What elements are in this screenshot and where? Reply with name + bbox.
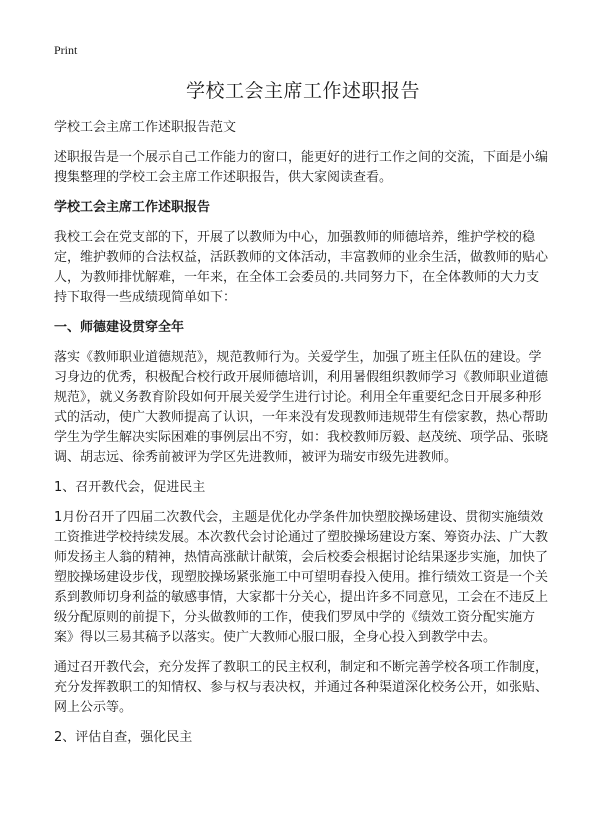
opening-paragraph: 我校工会在党支部的下，开展了以教师为中心，加强教师的师德培养，维护学校的稳定，维护教师的合法权益，活跃教师的文体活动，丰富教师的业余生活，做教师的贴心人，为教师排忧解难，一年来，在全体工会委员的.共同努力下，在全体教师的大力支持下取得一些成绩现简单如下： [54,230,549,305]
heading-teacher-ethics: 一、师德建设贯穿全年 [54,320,185,335]
congress-paragraph: 1月份召开了四届二次教代会，主题是优化办学条件加快塑胶操场建设、贯彻实施绩效工资推进学校持续发展。本次教代会讨论通过了塑胶操场建设方案、筹资办法、广大教师发扬主人翁的精神，热情高涨献计献策，会后校委会根据讨论结果逐步实施，加快了塑胶操场建设步伐，现塑胶操场紧张施工中可望明春投入使用。推行绩效工资是一个关系到教师切身利益的敏感事情，大家都十分关心，提出许多不同意见，工会在不违反上级分配原则的前提下，分头做教师的工作，使我们罗凤中学的《绩效工资分配实施方案》得以三易其稿予以落实。使广大教师心服口服，全身心投入到教学中去。 [54,510,549,645]
document-subtitle: 学校工会主席工作述职报告范文 [54,120,237,135]
democracy-paragraph: 通过召开教代会，充分发挥了教职工的民主权利，制定和不断完善学校各项工作制度，充分发挥教职工的知情权、参与权与表决权，并通过各种渠道深化校务公开，如张贴、网上公示等。 [54,660,549,715]
subheading-evaluation: 2、评估自查，强化民主 [54,730,193,745]
section-heading: 学校工会主席工作述职报告 [54,200,211,215]
subheading-congress: 1、召开教代会，促进民主 [54,480,206,495]
ethics-paragraph: 落实《教师职业道德规范》，规范教师行为。关爱学生，加强了班主任队伍的建设。学习身边的优秀，积极配合校行政开展师德培训，利用暑假组织教师学习《教师职业道德规范》，就义务教育阶段如何开展关爱学生进行讨论。利用全年重要纪念日开展多种形式的活动，使广大教师提高了认识，一年来没有发现教师违规带生有偿家教，热心帮助学生为学生解决实际困难的事例层出不穷，如：我校教师厉毅、赵茂统、项学品、张晓调、胡志远、徐秀前被评为学区先进教师，被评为瑞安市级先进教师。 [54,350,549,465]
intro-paragraph: 述职报告是一个展示自己工作能力的窗口，能更好的进行工作之间的交流，下面是小编搜集整理的学校工会主席工作述职报告，供大家阅读查看。 [54,150,549,185]
print-label: Print [54,43,78,57]
page-title: 学校工会主席工作述职报告 [185,80,420,102]
